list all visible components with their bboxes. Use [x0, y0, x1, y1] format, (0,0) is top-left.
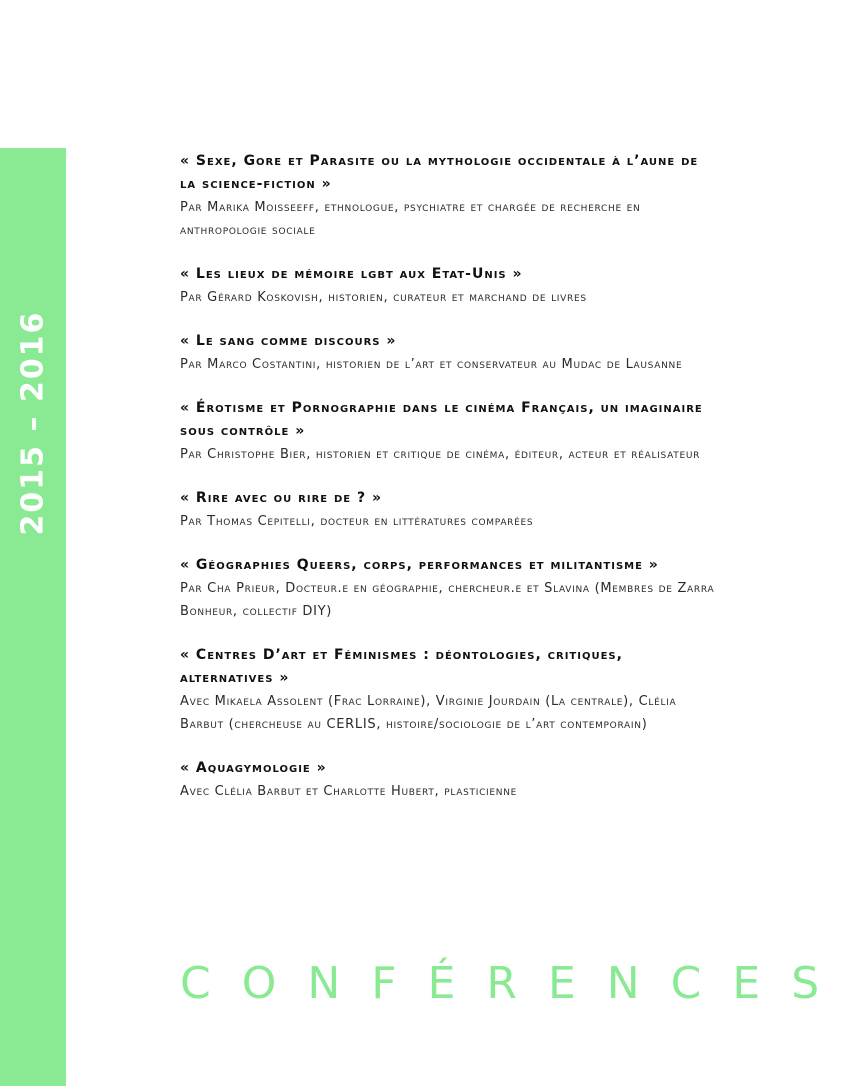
conference-speakers: Par Christophe Bier, historien et critique de cinéma, éditeur, acteur et réalisateur	[180, 447, 701, 462]
conference-speakers: Par Cha Prieur, Docteur.e en géographie, chercheur.e et Slavina (Membres de Zarra Bonheur, collectif DIY)	[180, 581, 715, 619]
conference-title: « Les lieux de mémoire lgbt aux Etat-Unis »	[180, 266, 523, 282]
section-heading: CONFÉRENCES	[180, 958, 850, 1009]
conference-speakers: Par Gérard Koskovish, historien, curateur et marchand de livres	[180, 290, 587, 305]
year-range: 2015 – 2016	[15, 310, 51, 536]
conference-entry	[180, 554, 720, 623]
conference-speakers: Avec Clélia Barbut et Charlotte Hubert, plasticienne	[180, 784, 518, 799]
conference-entry	[180, 487, 720, 533]
conference-speakers: Par Marika Moisseeff, ethnologue, psychiatre et chargée de recherche en anthropologie sociale	[180, 200, 641, 238]
conference-title: « Aquagymologie »	[180, 760, 327, 776]
conference-entry	[180, 644, 720, 736]
conference-speakers: Par Thomas Cepitelli, docteur en littératures comparées	[180, 514, 534, 529]
conference-entry	[180, 150, 720, 242]
conference-title: « Le sang comme discours »	[180, 333, 397, 349]
conference-entry	[180, 330, 720, 376]
conference-speakers: Par Marco Costantini, historien de l’art et conservateur au Mudac de Lausanne	[180, 357, 683, 372]
conference-title: « Sexe, Gore et Parasite ou la mythologie occidentale à l’aune de la science-fiction »	[180, 153, 699, 192]
conference-entry	[180, 397, 720, 466]
side-band	[0, 148, 66, 1086]
conference-list	[180, 150, 720, 803]
conference-title: « Rire avec ou rire de ? »	[180, 490, 383, 506]
conference-title: « Centres D’art et Féminismes : déontologies, critiques, alternatives »	[180, 647, 623, 686]
conference-entry	[180, 263, 720, 309]
conference-entry	[180, 757, 720, 803]
conference-speakers: Avec Mikaela Assolent (Frac Lorraine), Virginie Jourdain (La centrale), Clélia Barbut (chercheuse au CERLIS, histoire/sociologie de l’art contemporain)	[180, 694, 677, 732]
conference-title: « Géographies Queers, corps, performances et militantisme »	[180, 557, 659, 573]
conference-title: « Érotisme et Pornographie dans le cinéma Français, un imaginaire sous contrôle »	[180, 400, 703, 439]
